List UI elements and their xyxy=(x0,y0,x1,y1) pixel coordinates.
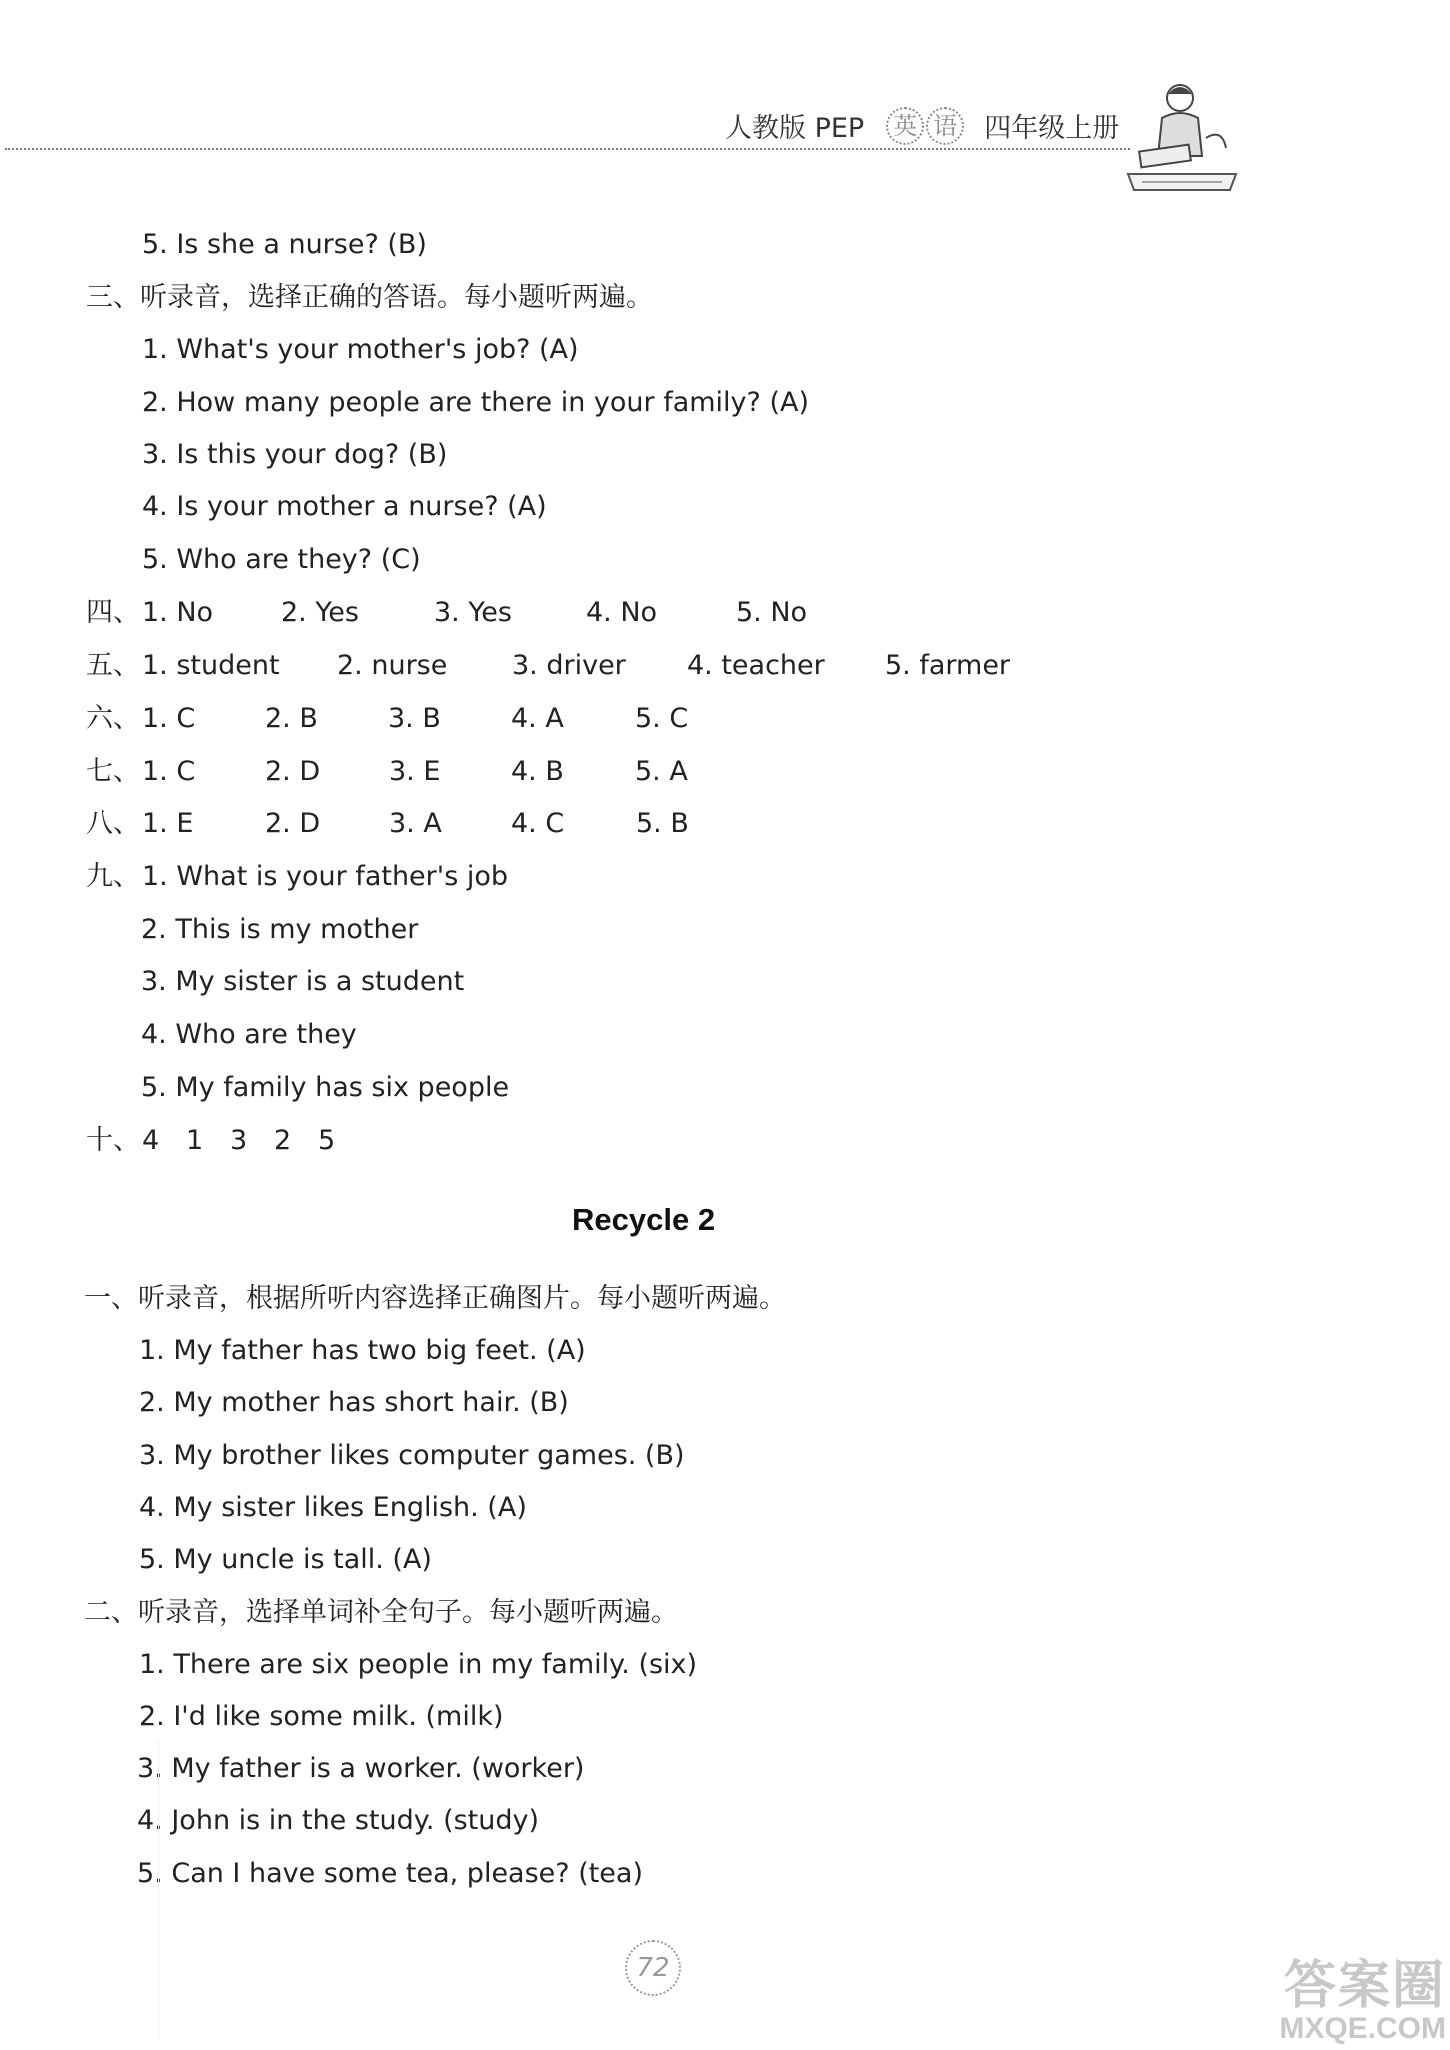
row-item: 5 xyxy=(318,1125,336,1156)
answer-line: 3. My brother likes computer games. (B) xyxy=(139,1440,685,1471)
watermark xyxy=(1279,1958,1446,2044)
answer-line: 2. How many people are there in your family? (A) xyxy=(142,387,809,418)
answer-line: 5. Is she a nurse? (B) xyxy=(142,229,427,260)
answer-row-4 xyxy=(86,596,807,630)
row-item: 2. B xyxy=(265,703,318,734)
answer-line: 4. My sister likes English. (A) xyxy=(139,1492,527,1523)
answer-row-9 xyxy=(86,860,508,894)
row-item: 5. farmer xyxy=(885,650,1011,681)
row-item: 2. D xyxy=(265,756,321,787)
row-item: 5. C xyxy=(635,703,689,734)
answer-line: 2. This is my mother xyxy=(141,914,419,945)
answer-line: 5. My family has six people xyxy=(141,1072,510,1103)
row-item: 2. D xyxy=(265,808,321,839)
answer-row-7 xyxy=(86,755,688,789)
row-item: 4. B xyxy=(511,756,564,787)
row-item: 2. nurse xyxy=(337,650,448,681)
answer-line: 1. There are six people in my family. (six) xyxy=(139,1649,698,1680)
row-item: 4. teacher xyxy=(687,650,825,681)
answer-line: 5. Who are they? (C) xyxy=(142,544,421,575)
row-item: 1. C xyxy=(142,703,196,734)
row-item: 5. No xyxy=(736,597,808,628)
row-item: 2. Yes xyxy=(281,597,359,628)
answer-line: 1. What's your mother's job? (A) xyxy=(142,334,579,365)
header-divider xyxy=(5,148,1130,150)
row-prefix: 十、 xyxy=(86,1125,140,1156)
answer-line: 3. My sister is a student xyxy=(141,966,465,997)
answer-row-8 xyxy=(86,807,689,841)
row-item: 1. No xyxy=(142,597,214,628)
answer-line: 2. My mother has short hair. (B) xyxy=(139,1387,569,1418)
answer-line: 5. Can I have some tea, please? (tea) xyxy=(137,1858,643,1889)
row-item: 3. driver xyxy=(512,650,626,681)
row-item: 5. A xyxy=(635,756,688,787)
row-item: 1. E xyxy=(142,808,194,839)
row-item: 1. C xyxy=(142,756,196,787)
row-item: 3. Yes xyxy=(434,597,512,628)
answer-row-10 xyxy=(86,1124,335,1158)
section-heading: 三、听录音，选择正确的答语。每小题听两遍。 xyxy=(86,282,653,313)
row-item: 3. B xyxy=(388,703,441,734)
row-item: 5. B xyxy=(636,808,689,839)
section-title: Recycle 2 xyxy=(572,1202,716,1237)
row-item: 2 xyxy=(274,1125,292,1156)
row-item: 1 xyxy=(186,1125,204,1156)
edition-label: 人教版 PEP xyxy=(725,113,865,144)
section-heading: 二、听录音，选择单词补全句子。每小题听两遍。 xyxy=(84,1597,678,1628)
answer-line: 3. My father is a worker. (worker) xyxy=(137,1753,585,1784)
answer-line: 3. Is this your dog? (B) xyxy=(142,439,448,470)
page-number: 72 xyxy=(625,1940,681,1996)
row-prefix: 八、 xyxy=(86,808,140,839)
answer-line: 4. Who are they xyxy=(141,1019,357,1050)
watermark-logo-text: 答案圈 xyxy=(1283,1957,1446,2015)
section-heading: 一、听录音，根据所听内容选择正确图片。每小题听两遍。 xyxy=(84,1283,786,1314)
row-prefix: 六、 xyxy=(86,703,140,734)
row-item: 3. E xyxy=(389,756,441,787)
answer-line: 1. What is your father's job xyxy=(142,861,509,892)
row-item: 4 xyxy=(142,1125,160,1156)
grade-label: 四年级上册 xyxy=(984,113,1120,144)
answer-row-6 xyxy=(86,702,688,736)
answer-line: 4. Is your mother a nurse? (A) xyxy=(142,491,547,522)
watermark-url: MXQE.COM xyxy=(1279,2012,1446,2045)
row-item: 3 xyxy=(230,1125,248,1156)
row-item: 4. A xyxy=(511,703,564,734)
reading-child-illustration xyxy=(1122,78,1242,200)
page-header xyxy=(725,106,1119,145)
subject-badge xyxy=(886,107,964,145)
subject-char-2: 语 xyxy=(926,107,964,145)
answer-line: 4. John is in the study. (study) xyxy=(137,1805,540,1836)
answer-line: 2. I'd like some milk. (milk) xyxy=(139,1701,504,1732)
answer-row-5 xyxy=(86,649,1010,683)
row-item: 3. A xyxy=(389,808,442,839)
margin-line xyxy=(158,1740,159,2040)
row-prefix: 四、 xyxy=(86,597,140,628)
answer-line: 1. My father has two big feet. (A) xyxy=(139,1335,586,1366)
row-item: 1. student xyxy=(142,650,280,681)
subject-char-1: 英 xyxy=(886,107,924,145)
row-prefix: 九、 xyxy=(86,861,140,892)
answer-line: 5. My uncle is tall. (A) xyxy=(139,1544,432,1575)
row-prefix: 七、 xyxy=(86,756,140,787)
row-prefix: 五、 xyxy=(86,650,140,681)
row-item: 4. No xyxy=(586,597,658,628)
row-item: 4. C xyxy=(511,808,565,839)
